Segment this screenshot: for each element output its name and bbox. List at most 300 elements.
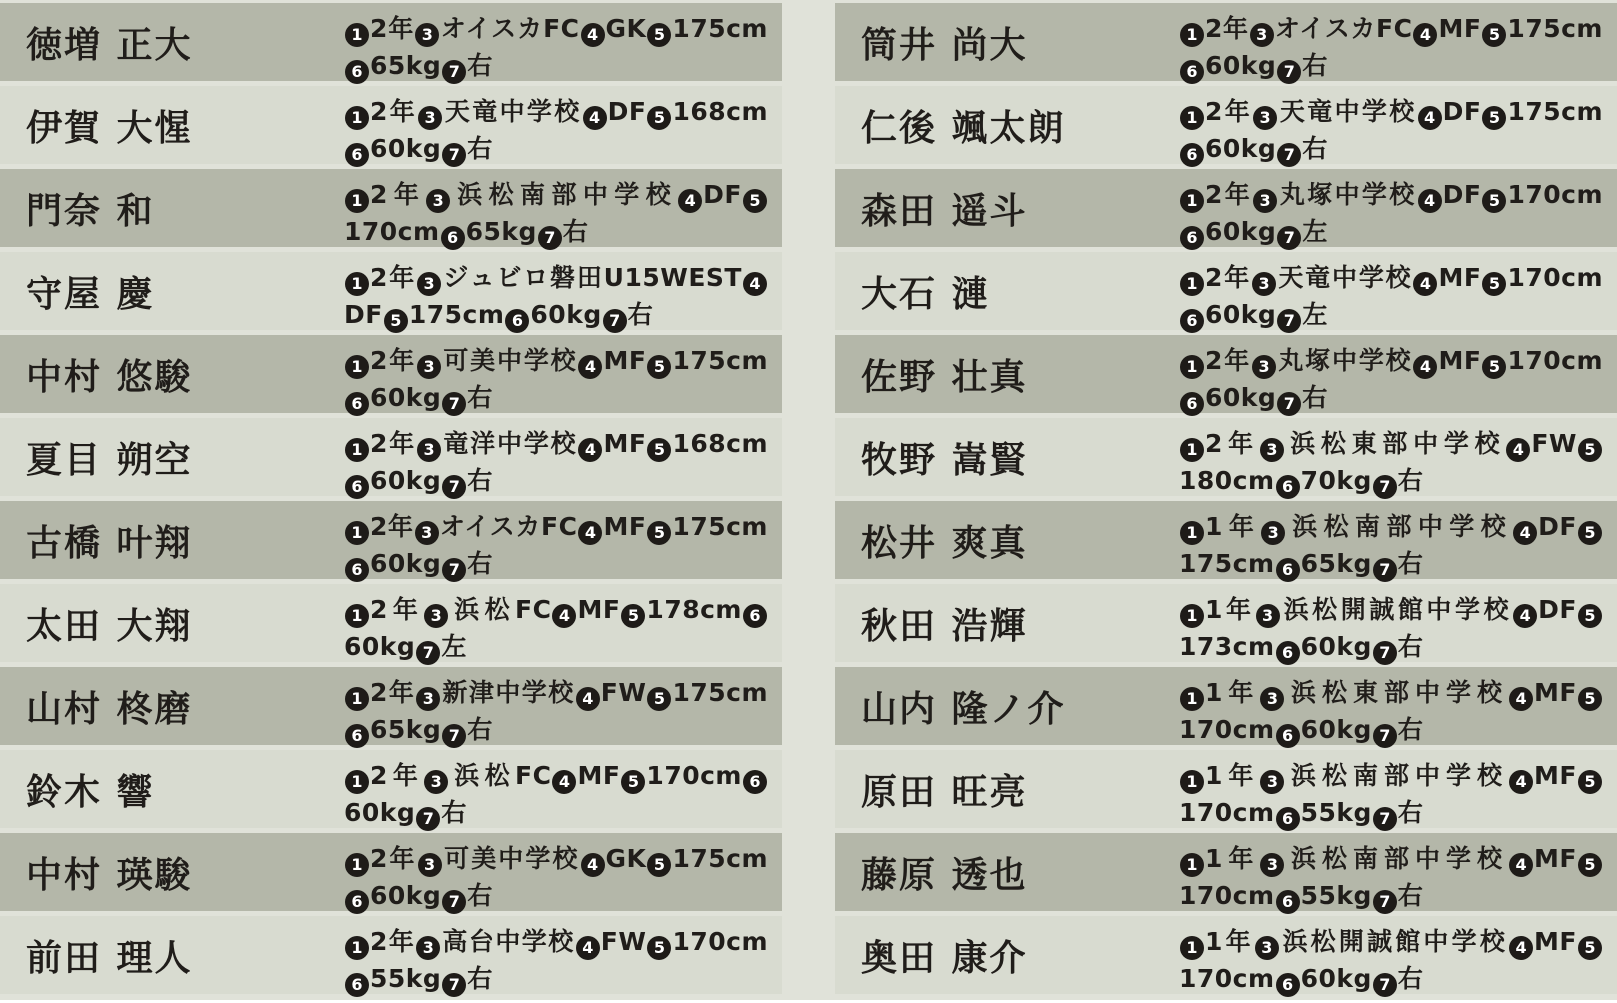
detail-text: 2年 xyxy=(1205,429,1259,458)
detail-text: 右 xyxy=(467,134,493,163)
player-row xyxy=(835,667,1617,745)
detail-text: MF xyxy=(1534,678,1577,707)
player-details xyxy=(344,252,782,330)
detail-text: 60kg xyxy=(370,549,442,578)
player-details xyxy=(344,667,782,745)
numbered-circle-badge-icon: 1 xyxy=(1180,604,1204,628)
detail-text: 65kg xyxy=(370,715,442,744)
numbered-circle-badge-icon: 1 xyxy=(1180,106,1204,130)
detail-text: 55kg xyxy=(370,964,442,993)
numbered-circle-badge-icon: 3 xyxy=(1253,106,1277,130)
player-row xyxy=(0,169,782,247)
numbered-circle-badge-icon: 1 xyxy=(345,936,369,960)
numbered-circle-badge-icon: 7 xyxy=(603,309,627,333)
numbered-circle-badge-icon: 7 xyxy=(1373,724,1397,748)
numbered-circle-badge-icon: 5 xyxy=(647,853,671,877)
detail-text: 右 xyxy=(467,964,493,993)
player-name: 仁後 颯太朗 xyxy=(861,107,1066,149)
detail-text: 1年 xyxy=(1205,844,1260,873)
detail-text: FW xyxy=(1531,429,1577,458)
player-row xyxy=(835,3,1617,81)
detail-text: MF xyxy=(603,346,647,375)
player-details xyxy=(1179,335,1617,413)
detail-text: 右 xyxy=(562,217,589,246)
numbered-circle-badge-icon: 4 xyxy=(1506,438,1530,462)
detail-text: 60kg xyxy=(1300,715,1372,744)
numbered-circle-badge-icon: 3 xyxy=(1261,521,1285,545)
detail-text: MF xyxy=(1438,346,1482,375)
player-details xyxy=(344,335,782,413)
detail-text: 浜松南部中学校 xyxy=(1285,844,1509,873)
numbered-circle-badge-icon: 4 xyxy=(552,770,576,794)
player-row xyxy=(0,418,782,496)
numbered-circle-badge-icon: 4 xyxy=(583,106,607,130)
numbered-circle-badge-icon: 6 xyxy=(345,724,369,748)
detail-text: 65kg xyxy=(370,51,442,80)
player-row xyxy=(835,335,1617,413)
numbered-circle-badge-icon: 1 xyxy=(345,272,369,296)
detail-text: 天竜中学校 xyxy=(1278,97,1417,126)
numbered-circle-badge-icon: 3 xyxy=(1256,604,1280,628)
numbered-circle-badge-icon: 7 xyxy=(1373,807,1397,831)
player-name: 佐野 壮真 xyxy=(861,356,1028,398)
numbered-circle-badge-icon: 3 xyxy=(417,438,441,462)
detail-text: 55kg xyxy=(1300,798,1372,827)
detail-text: 55kg xyxy=(1300,881,1372,910)
numbered-circle-badge-icon: 7 xyxy=(1373,973,1397,997)
numbered-circle-badge-icon: 5 xyxy=(647,521,671,545)
detail-text: 60kg xyxy=(370,881,442,910)
numbered-circle-badge-icon: 1 xyxy=(345,853,369,877)
numbered-circle-badge-icon: 1 xyxy=(345,770,369,794)
numbered-circle-badge-icon: 3 xyxy=(1250,23,1274,47)
player-name: 伊賀 大惺 xyxy=(26,107,193,149)
player-name: 徳増 正大 xyxy=(26,24,193,66)
detail-text: 左 xyxy=(1302,300,1328,329)
player-details xyxy=(344,750,782,828)
numbered-circle-badge-icon: 4 xyxy=(1418,106,1442,130)
numbered-circle-badge-icon: 6 xyxy=(345,890,369,914)
numbered-circle-badge-icon: 7 xyxy=(442,973,466,997)
numbered-circle-badge-icon: 7 xyxy=(1277,143,1301,167)
numbered-circle-badge-icon: 3 xyxy=(424,604,448,628)
player-details xyxy=(344,86,782,164)
detail-text: 右 xyxy=(467,383,493,412)
numbered-circle-badge-icon: 1 xyxy=(1180,853,1204,877)
player-name: 奥田 康介 xyxy=(861,937,1028,979)
numbered-circle-badge-icon: 3 xyxy=(418,106,442,130)
detail-text: 右 xyxy=(1302,383,1328,412)
player-row xyxy=(0,833,782,911)
detail-text: 170cm xyxy=(344,217,440,246)
detail-text: 1年 xyxy=(1205,927,1254,956)
numbered-circle-badge-icon: 5 xyxy=(647,936,671,960)
player-name: 牧野 嵩賢 xyxy=(861,439,1028,481)
detail-text: 丸塚中学校 xyxy=(1277,346,1413,375)
detail-text: 2年 xyxy=(370,180,426,209)
numbered-circle-badge-icon: 5 xyxy=(1482,272,1506,296)
detail-text: 1年 xyxy=(1205,678,1260,707)
detail-text: DF xyxy=(607,97,647,126)
numbered-circle-badge-icon: 5 xyxy=(384,309,408,333)
numbered-circle-badge-icon: 7 xyxy=(1373,475,1397,499)
detail-text: 1年 xyxy=(1205,512,1261,541)
player-name: 森田 遥斗 xyxy=(861,190,1028,232)
detail-text: 170cm xyxy=(1179,798,1275,827)
detail-text: 右 xyxy=(1397,964,1424,993)
numbered-circle-badge-icon: 7 xyxy=(538,226,562,250)
detail-text: 右 xyxy=(467,881,493,910)
detail-text: 1年 xyxy=(1205,761,1260,790)
detail-text: 175cm xyxy=(672,346,768,375)
numbered-circle-badge-icon: 4 xyxy=(578,355,602,379)
numbered-circle-badge-icon: 6 xyxy=(1180,143,1204,167)
numbered-circle-badge-icon: 4 xyxy=(576,687,600,711)
numbered-circle-badge-icon: 1 xyxy=(345,687,369,711)
numbered-circle-badge-icon: 6 xyxy=(441,226,465,250)
player-row xyxy=(835,750,1617,828)
player-row xyxy=(835,86,1617,164)
detail-text: 2年 xyxy=(370,97,418,126)
numbered-circle-badge-icon: 3 xyxy=(417,272,441,296)
numbered-circle-badge-icon: 6 xyxy=(1276,973,1300,997)
player-details xyxy=(1179,501,1617,579)
numbered-circle-badge-icon: 5 xyxy=(1578,521,1602,545)
numbered-circle-badge-icon: 1 xyxy=(1180,23,1204,47)
numbered-circle-badge-icon: 5 xyxy=(647,687,671,711)
player-details xyxy=(1179,750,1617,828)
numbered-circle-badge-icon: 7 xyxy=(416,807,440,831)
player-row xyxy=(835,418,1617,496)
detail-text: 60kg xyxy=(1205,300,1277,329)
numbered-circle-badge-icon: 5 xyxy=(743,189,767,213)
numbered-circle-badge-icon: 4 xyxy=(576,936,600,960)
detail-text: MF xyxy=(603,429,647,458)
numbered-circle-badge-icon: 7 xyxy=(442,60,466,84)
detail-text: 175cm xyxy=(672,14,768,43)
player-details xyxy=(344,833,782,911)
detail-text: 175cm xyxy=(672,678,768,707)
detail-text: 170cm xyxy=(672,927,768,956)
detail-text: オイスカFC xyxy=(439,512,578,541)
numbered-circle-badge-icon: 6 xyxy=(345,973,369,997)
numbered-circle-badge-icon: 3 xyxy=(415,521,439,545)
player-name: 鈴木 響 xyxy=(26,771,155,813)
detail-text: 2年 xyxy=(370,844,417,873)
numbered-circle-badge-icon: 5 xyxy=(1482,23,1506,47)
numbered-circle-badge-icon: 7 xyxy=(1373,558,1397,582)
numbered-circle-badge-icon: 7 xyxy=(442,724,466,748)
numbered-circle-badge-icon: 1 xyxy=(1180,438,1204,462)
numbered-circle-badge-icon: 1 xyxy=(1180,272,1204,296)
numbered-circle-badge-icon: 6 xyxy=(1180,309,1204,333)
numbered-circle-badge-icon: 6 xyxy=(1276,641,1300,665)
numbered-circle-badge-icon: 1 xyxy=(345,189,369,213)
numbered-circle-badge-icon: 7 xyxy=(1373,641,1397,665)
player-row xyxy=(0,3,782,81)
player-details xyxy=(1179,833,1617,911)
detail-text: ジュビロ磐田U15WEST xyxy=(442,263,742,292)
detail-text: オイスカFC xyxy=(440,14,580,43)
numbered-circle-badge-icon: 3 xyxy=(1252,272,1276,296)
numbered-circle-badge-icon: 4 xyxy=(1509,853,1533,877)
detail-text: 60kg xyxy=(1205,51,1277,80)
numbered-circle-badge-icon: 4 xyxy=(581,23,605,47)
numbered-circle-badge-icon: 7 xyxy=(442,475,466,499)
numbered-circle-badge-icon: 3 xyxy=(1260,770,1284,794)
detail-text: 2年 xyxy=(1205,97,1253,126)
numbered-circle-badge-icon: 4 xyxy=(1509,770,1533,794)
player-name: 秋田 浩輝 xyxy=(861,605,1028,647)
player-row xyxy=(0,750,782,828)
numbered-circle-badge-icon: 6 xyxy=(1276,807,1300,831)
numbered-circle-badge-icon: 6 xyxy=(505,309,529,333)
player-details xyxy=(1179,86,1617,164)
numbered-circle-badge-icon: 3 xyxy=(416,936,440,960)
detail-text: DF xyxy=(703,180,742,209)
detail-text: 2年 xyxy=(370,678,416,707)
numbered-circle-badge-icon: 1 xyxy=(345,23,369,47)
detail-text: 可美中学校 xyxy=(442,844,580,873)
detail-text: 天竜中学校 xyxy=(443,97,582,126)
numbered-circle-badge-icon: 4 xyxy=(1413,23,1437,47)
detail-text: 60kg xyxy=(530,300,602,329)
detail-text: 右 xyxy=(1397,549,1424,578)
detail-text: 浜松FC xyxy=(449,595,552,624)
detail-text: 60kg xyxy=(370,383,442,412)
detail-text: 丸塚中学校 xyxy=(1278,180,1417,209)
player-name: 原田 旺亮 xyxy=(861,771,1028,813)
detail-text: 2年 xyxy=(370,14,415,43)
numbered-circle-badge-icon: 5 xyxy=(647,23,671,47)
numbered-circle-badge-icon: 6 xyxy=(345,558,369,582)
detail-text: DF xyxy=(1538,512,1577,541)
detail-text: 浜松FC xyxy=(449,761,552,790)
numbered-circle-badge-icon: 1 xyxy=(1180,521,1204,545)
numbered-circle-badge-icon: 1 xyxy=(1180,355,1204,379)
detail-text: MF xyxy=(1534,927,1577,956)
numbered-circle-badge-icon: 7 xyxy=(1277,392,1301,416)
player-details xyxy=(1179,252,1617,330)
numbered-circle-badge-icon: 6 xyxy=(1276,724,1300,748)
numbered-circle-badge-icon: 1 xyxy=(345,521,369,545)
numbered-circle-badge-icon: 1 xyxy=(345,438,369,462)
detail-text: MF xyxy=(1534,761,1577,790)
player-row xyxy=(0,252,782,330)
numbered-circle-badge-icon: 5 xyxy=(621,604,645,628)
detail-text: 新津中学校 xyxy=(441,678,575,707)
detail-text: 2年 xyxy=(1205,14,1249,43)
detail-text: 168cm xyxy=(672,97,768,126)
detail-text: GK xyxy=(605,844,647,873)
detail-text: 70kg xyxy=(1300,466,1372,495)
player-details xyxy=(1179,169,1617,247)
detail-text: 浜松東部中学校 xyxy=(1284,429,1506,458)
player-details xyxy=(344,3,782,81)
detail-text: 1年 xyxy=(1205,595,1255,624)
detail-text: 60kg xyxy=(344,632,416,661)
detail-text: 170cm xyxy=(1179,715,1275,744)
numbered-circle-badge-icon: 6 xyxy=(345,392,369,416)
detail-text: 天竜中学校 xyxy=(1277,263,1413,292)
numbered-circle-badge-icon: 3 xyxy=(1260,687,1284,711)
numbered-circle-badge-icon: 6 xyxy=(345,143,369,167)
player-details xyxy=(344,418,782,496)
player-name: 夏目 朔空 xyxy=(26,439,193,481)
numbered-circle-badge-icon: 7 xyxy=(1277,226,1301,250)
numbered-circle-badge-icon: 6 xyxy=(743,770,767,794)
detail-text: 175cm xyxy=(408,300,505,329)
player-row xyxy=(835,169,1617,247)
detail-text: 竜洋中学校 xyxy=(442,429,578,458)
detail-text: オイスカFC xyxy=(1274,14,1413,43)
numbered-circle-badge-icon: 3 xyxy=(426,189,450,213)
detail-text: 65kg xyxy=(465,217,537,246)
player-row xyxy=(835,584,1617,662)
detail-text: 60kg xyxy=(370,466,442,495)
detail-text: 170cm xyxy=(646,761,742,790)
roster-column-left xyxy=(0,3,782,1000)
detail-text: 可美中学校 xyxy=(442,346,578,375)
numbered-circle-badge-icon: 6 xyxy=(1180,226,1204,250)
detail-text: 60kg xyxy=(1300,632,1372,661)
detail-text: DF xyxy=(1442,97,1482,126)
roster-column-right xyxy=(835,3,1617,1000)
detail-text: 60kg xyxy=(1205,217,1277,246)
detail-text: DF xyxy=(344,300,383,329)
player-name: 古橋 叶翔 xyxy=(26,522,193,564)
player-details xyxy=(1179,916,1617,994)
detail-text: MF xyxy=(1534,844,1577,873)
detail-text: 173cm xyxy=(1179,632,1275,661)
numbered-circle-badge-icon: 5 xyxy=(1482,355,1506,379)
player-details xyxy=(344,501,782,579)
detail-text: 浜松東部中学校 xyxy=(1285,678,1509,707)
numbered-circle-badge-icon: 4 xyxy=(1509,687,1533,711)
detail-text: 右 xyxy=(1397,715,1424,744)
numbered-circle-badge-icon: 3 xyxy=(418,853,442,877)
detail-text: 2年 xyxy=(1205,263,1252,292)
numbered-circle-badge-icon: 3 xyxy=(1252,355,1276,379)
detail-text: 180cm xyxy=(1179,466,1275,495)
detail-text: 右 xyxy=(1397,466,1424,495)
player-row xyxy=(0,335,782,413)
numbered-circle-badge-icon: 6 xyxy=(345,475,369,499)
detail-text: 右 xyxy=(467,549,493,578)
numbered-circle-badge-icon: 3 xyxy=(417,355,441,379)
numbered-circle-badge-icon: 4 xyxy=(1413,355,1437,379)
detail-text: 浜松開誠館中学校 xyxy=(1280,595,1513,624)
numbered-circle-badge-icon: 7 xyxy=(1277,309,1301,333)
detail-text: 浜松南部中学校 xyxy=(1285,761,1509,790)
detail-text: 右 xyxy=(467,51,493,80)
numbered-circle-badge-icon: 7 xyxy=(442,143,466,167)
numbered-circle-badge-icon: 3 xyxy=(1255,936,1279,960)
numbered-circle-badge-icon: 1 xyxy=(1180,770,1204,794)
detail-text: 65kg xyxy=(1300,549,1372,578)
numbered-circle-badge-icon: 6 xyxy=(743,604,767,628)
numbered-circle-badge-icon: 5 xyxy=(1578,687,1602,711)
player-name: 門奈 和 xyxy=(26,190,155,232)
numbered-circle-badge-icon: 5 xyxy=(647,438,671,462)
detail-text: MF xyxy=(603,512,647,541)
player-row xyxy=(0,86,782,164)
detail-text: MF xyxy=(1438,263,1482,292)
detail-text: 右 xyxy=(441,798,467,827)
player-details xyxy=(1179,418,1617,496)
numbered-circle-badge-icon: 3 xyxy=(1253,189,1277,213)
numbered-circle-badge-icon: 7 xyxy=(1277,60,1301,84)
numbered-circle-badge-icon: 4 xyxy=(1413,272,1437,296)
numbered-circle-badge-icon: 5 xyxy=(1578,936,1602,960)
detail-text: 2年 xyxy=(370,346,417,375)
detail-text: 175cm xyxy=(1507,14,1603,43)
player-details xyxy=(1179,667,1617,745)
player-name: 太田 大翔 xyxy=(26,605,193,647)
numbered-circle-badge-icon: 4 xyxy=(1509,936,1533,960)
numbered-circle-badge-icon: 4 xyxy=(678,189,702,213)
numbered-circle-badge-icon: 7 xyxy=(1373,890,1397,914)
numbered-circle-badge-icon: 7 xyxy=(442,392,466,416)
detail-text: DF xyxy=(1442,180,1482,209)
numbered-circle-badge-icon: 1 xyxy=(345,355,369,379)
numbered-circle-badge-icon: 5 xyxy=(1578,438,1602,462)
detail-text: MF xyxy=(577,595,621,624)
numbered-circle-badge-icon: 3 xyxy=(416,687,440,711)
player-name: 山村 柊磨 xyxy=(26,688,193,730)
numbered-circle-badge-icon: 1 xyxy=(1180,936,1204,960)
detail-text: 60kg xyxy=(1205,383,1277,412)
detail-text: 60kg xyxy=(344,798,416,827)
numbered-circle-badge-icon: 4 xyxy=(581,853,605,877)
numbered-circle-badge-icon: 5 xyxy=(647,106,671,130)
numbered-circle-badge-icon: 6 xyxy=(1276,890,1300,914)
detail-text: 右 xyxy=(1302,51,1328,80)
numbered-circle-badge-icon: 7 xyxy=(416,641,440,665)
detail-text: 170cm xyxy=(1507,346,1603,375)
numbered-circle-badge-icon: 5 xyxy=(647,355,671,379)
player-row xyxy=(0,667,782,745)
detail-text: 2年 xyxy=(370,595,424,624)
detail-text: 右 xyxy=(467,715,493,744)
detail-text: 高台中学校 xyxy=(441,927,575,956)
numbered-circle-badge-icon: 6 xyxy=(1276,475,1300,499)
player-name: 大石 漣 xyxy=(861,273,990,315)
detail-text: 2年 xyxy=(370,512,414,541)
detail-text: 2年 xyxy=(370,429,417,458)
numbered-circle-badge-icon: 4 xyxy=(1418,189,1442,213)
player-details xyxy=(1179,3,1617,81)
detail-text: 175cm xyxy=(672,844,768,873)
detail-text: MF xyxy=(577,761,621,790)
numbered-circle-badge-icon: 7 xyxy=(442,558,466,582)
player-row xyxy=(835,252,1617,330)
detail-text: 168cm xyxy=(672,429,768,458)
numbered-circle-badge-icon: 4 xyxy=(578,521,602,545)
detail-text: FW xyxy=(600,678,647,707)
detail-text: 175cm xyxy=(672,512,768,541)
detail-text: 2年 xyxy=(1205,180,1253,209)
player-row xyxy=(0,916,782,994)
player-name: 松井 爽真 xyxy=(861,522,1028,564)
detail-text: 60kg xyxy=(1300,964,1372,993)
numbered-circle-badge-icon: 6 xyxy=(1276,558,1300,582)
numbered-circle-badge-icon: 5 xyxy=(621,770,645,794)
numbered-circle-badge-icon: 4 xyxy=(552,604,576,628)
numbered-circle-badge-icon: 1 xyxy=(345,604,369,628)
detail-text: DF xyxy=(1538,595,1577,624)
numbered-circle-badge-icon: 1 xyxy=(345,106,369,130)
